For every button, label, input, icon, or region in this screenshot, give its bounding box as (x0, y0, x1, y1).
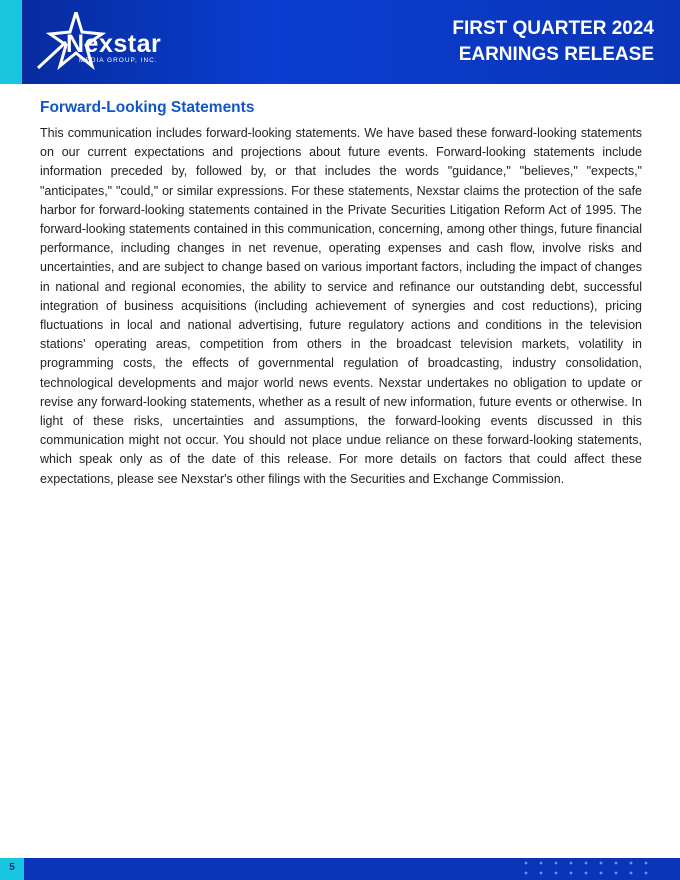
footer-accent (0, 858, 24, 880)
page-number: 5 (9, 862, 15, 873)
title-line-2: EARNINGS RELEASE (458, 44, 654, 65)
page-title (452, 16, 654, 68)
decorative-dots-icon (520, 858, 660, 880)
footer-bar (0, 858, 680, 880)
nexstar-logo (36, 12, 186, 74)
logo-subtitle: MEDIA GROUP, INC. (79, 57, 158, 64)
header-accent-bar (0, 0, 22, 84)
section-body: This communication includes forward-looking statements. We have based these forward-looking statements on our current expectations and projections about future events. Forward-looking statements include information preceded by, followed by, or that includes the words "guidance," "believes," "expects," "anticipates," "could," or similar expressions. For these statements, Nexstar claims the protection of the safe harbor for forward-looking statements contained in the Private Securities Litigation Reform Act of 1995. The forward-looking statements contained in this communication, concerning, among other things, future financial performance, including changes in net revenue, operating expenses and cash flow, involve risks and uncertainties, and are subject to change based on various important factors, including the impact of changes in national and regional economies, the ability to service and refinance our outstanding debt, successful integration of business acquisitions (including achievement of synergies and cost reductions), pricing fluctuations in local and national advertising, future regulatory actions and conditions in the television stations' operating areas, competition from others in the broadcast television markets, volatility in programming costs, the effects of governmental regulation of broadcasting, industry consolidation, technological developments and major world news events. Nexstar undertakes no obligation to update or revise any forward-looking statements, whether as a result of new information, future events or otherwise. In light of these risks, uncertainties and assumptions, the forward-looking events discussed in this communication might not occur. You should not place undue reliance on these forward-looking statements, which speak only as of the date of this release. For more details on factors that could affect these expectations, please see Nexstar's other filings with the Securities and Exchange Commission. (40, 126, 642, 486)
section-heading: Forward-Looking Statements (40, 99, 255, 116)
title-line-1: FIRST QUARTER 2024 (452, 18, 654, 39)
logo-name: Nexstar (66, 30, 162, 58)
header-banner (0, 0, 680, 84)
